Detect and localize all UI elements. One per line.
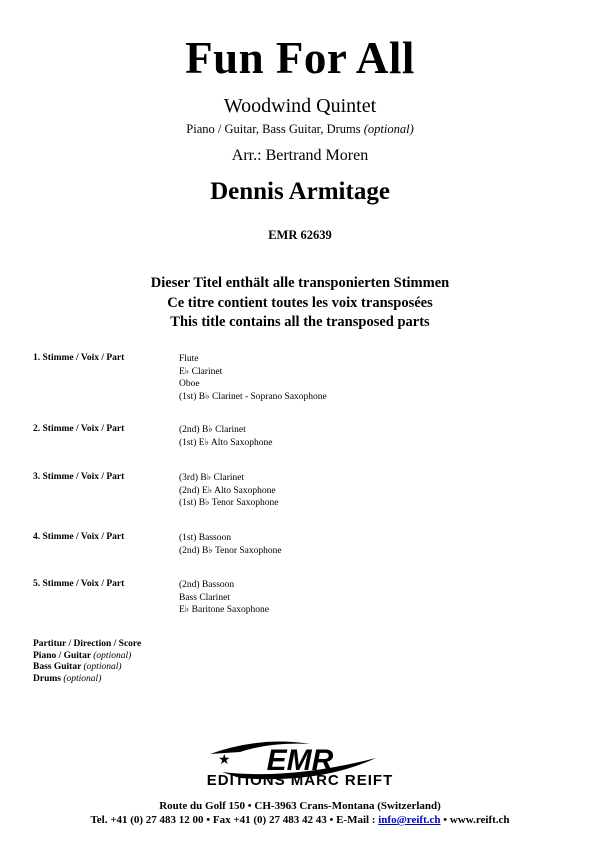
piano-optional: (optional) (93, 650, 132, 661)
drums-optional: (optional) (63, 673, 102, 684)
subtitle: Woodwind Quintet (223, 95, 377, 117)
notice-french: Ce titre contient toutes les voix transposées (167, 295, 433, 311)
score-line: Partitur / Direction / Score (33, 639, 142, 649)
part-2-instruments (179, 424, 272, 449)
extras-list (33, 639, 141, 685)
bass-line (33, 662, 141, 674)
instrumentation-text: Piano / Guitar, Bass Guitar, Drums (186, 122, 361, 136)
instrument: (1st) B♭ Clarinet - Soprano Saxophone (179, 391, 327, 402)
logo-text: EMR (266, 744, 334, 777)
bass-optional: (optional) (83, 662, 122, 672)
notice-english: This title contains all the transposed parts (170, 314, 430, 330)
part-2-label: 2. Stimme / Voix / Part (33, 424, 125, 434)
part-1-instruments (179, 353, 327, 403)
bass-label: Bass Guitar (33, 662, 82, 672)
drums-line (33, 674, 141, 686)
catalog-number: EMR 62639 (268, 228, 332, 242)
instrument: Bass Clarinet (179, 592, 230, 603)
star-icon: ★ (218, 752, 231, 768)
composer: Dennis Armitage (210, 178, 390, 205)
instrument: (1st) E♭ Alto Saxophone (179, 437, 273, 448)
part-1-label: 1. Stimme / Voix / Part (33, 353, 125, 363)
instrument: Oboe (179, 379, 200, 389)
part-3-instruments (179, 472, 278, 510)
instrument: Flute (179, 354, 199, 364)
instrumentation-optional: (optional) (363, 122, 414, 136)
instrument: E♭ Baritone Saxophone (179, 605, 269, 615)
notice-german: Dieser Titel enthält alle transponierten Stimmen (150, 275, 450, 291)
instrument: (2nd) B♭ Clarinet (179, 425, 246, 435)
title: Fun For All (185, 33, 415, 83)
instrument: (2nd) B♭ Tenor Saxophone (179, 545, 282, 556)
website-text: • www.reift.ch (440, 814, 510, 826)
contact-text: Tel. +41 (0) 27 483 12 00 • Fax +41 (0) 27 483 42 43 • E-Mail : (90, 814, 379, 826)
email-link[interactable]: info@reift.ch (378, 814, 441, 826)
part-3-label: 3. Stimme / Voix / Part (33, 472, 125, 482)
part-5-label: 5. Stimme / Voix / Part (33, 579, 125, 589)
part-4-label: 4. Stimme / Voix / Part (33, 532, 125, 542)
publisher-address: Route du Golf 150 • CH-3963 Crans-Montana (Switzerland) (159, 800, 441, 812)
instrument: (2nd) Bassoon (179, 580, 235, 590)
part-4-instruments (179, 532, 282, 557)
instrumentation (0, 122, 600, 137)
instrument: (3rd) B♭ Clarinet (179, 473, 245, 483)
publisher-contact (0, 814, 600, 826)
publisher-name: EDITIONS MARC REIFT (206, 772, 394, 789)
drums-label: Drums (33, 673, 61, 684)
instrument: (1st) B♭ Tenor Saxophone (179, 498, 279, 508)
instrument: (1st) Bassoon (179, 533, 231, 543)
instrument: E♭ Clarinet (179, 366, 223, 377)
instrument: (2nd) E♭ Alto Saxophone (179, 485, 276, 496)
arranger: Arr.: Bertrand Moren (231, 147, 369, 164)
piano-line (33, 651, 141, 663)
part-5-instruments (179, 579, 269, 617)
piano-label: Piano / Guitar (33, 650, 91, 661)
